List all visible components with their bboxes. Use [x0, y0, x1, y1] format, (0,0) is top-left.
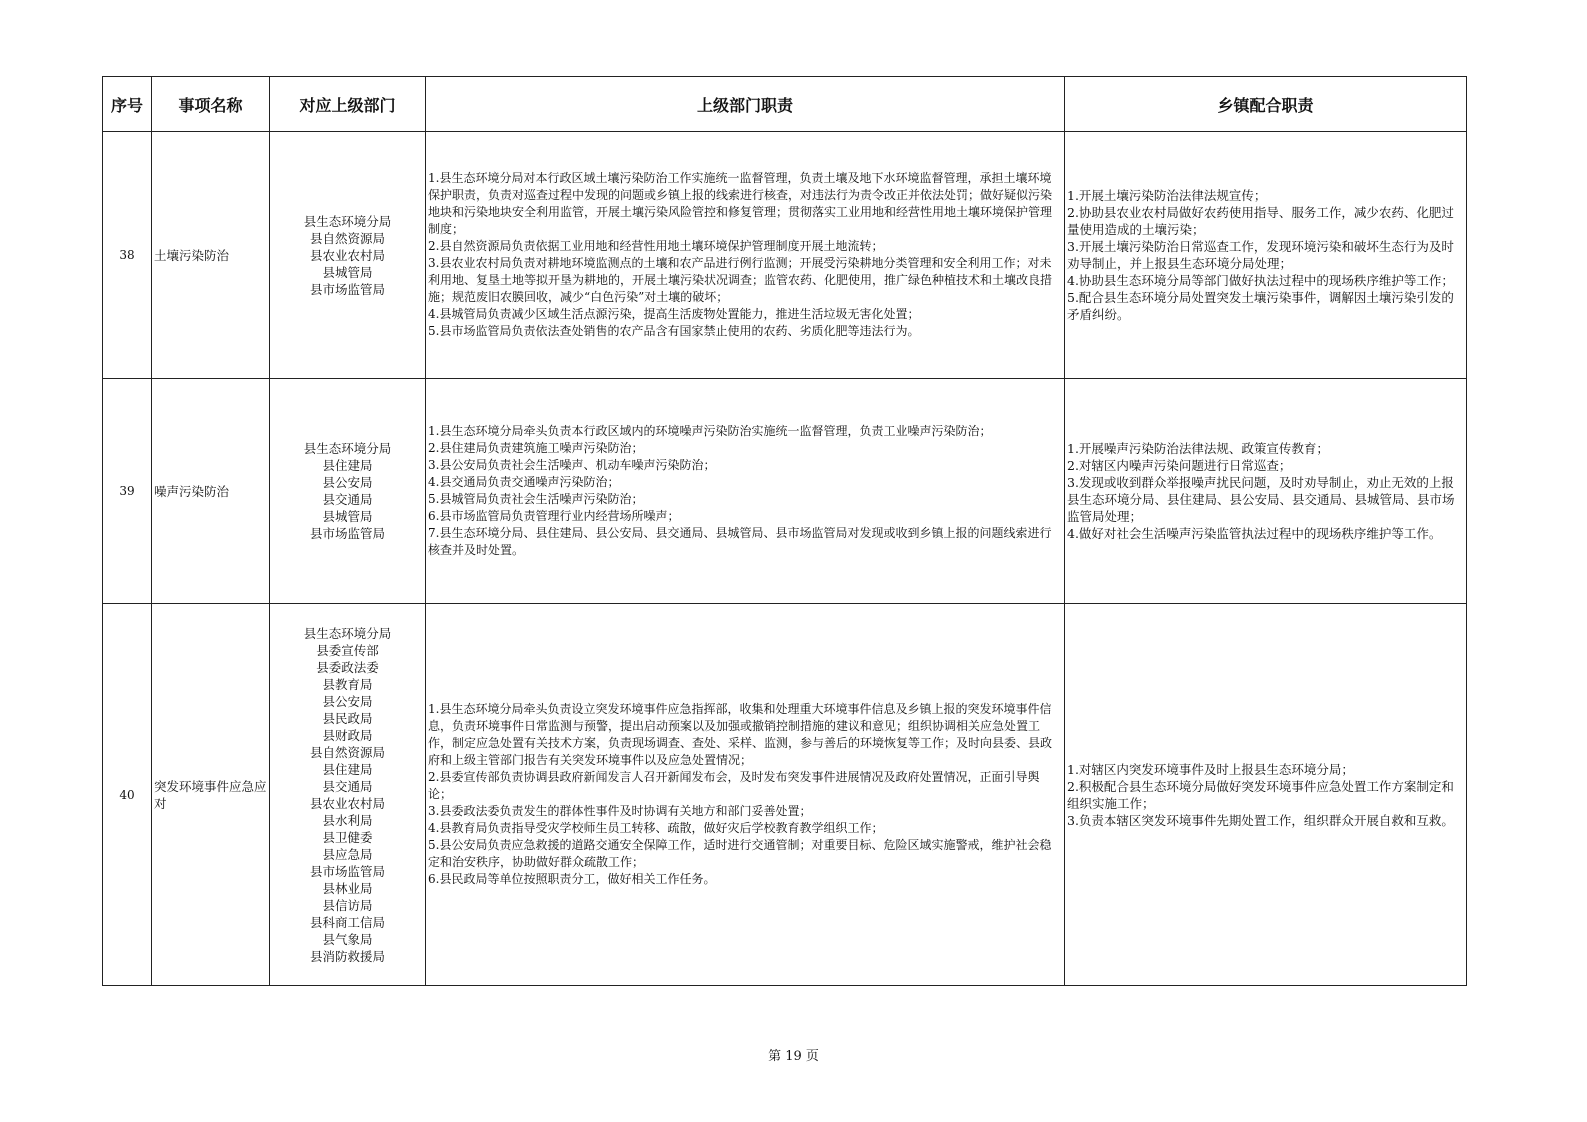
upper-duty-item: 5.县公安局负责应急救援的道路交通安全保障工作，适时进行交通管制；对重要目标、危险区域实施警戒，维护社会稳定和治安秩序，协助做好群众疏散工作；: [428, 838, 1052, 869]
row-upper-duties: [426, 604, 1065, 986]
upper-duty-item: 6.县民政局等单位按照职责分工，做好相关工作任务。: [428, 872, 716, 886]
row-item-name: 噪声污染防治: [152, 379, 270, 604]
department-name: 县公安局: [322, 475, 373, 490]
upper-duty-item: 3.县委政法委负责发生的群体性事件及时协调有关地方和部门妥善处置；: [428, 804, 812, 818]
department-name: 县生态环境分局: [303, 625, 392, 641]
header-upper-duty: 上级部门职责: [426, 77, 1065, 132]
header-town-duty: 乡镇配合职责: [1065, 77, 1467, 132]
department-name: 县自然资源局: [309, 230, 385, 246]
row-index: 40: [103, 604, 152, 986]
department-name: 县气象局: [322, 931, 373, 947]
department-name: 县公安局: [322, 693, 373, 709]
department-name: 县农业农村局: [309, 247, 385, 263]
department-name: 县应急局: [322, 846, 373, 862]
department-name: 县科商工信局: [309, 914, 385, 930]
upper-duty-item: 5.县城管局负责社会生活噪声污染防治；: [428, 492, 644, 506]
duty-table: [102, 76, 1467, 986]
page-number: 第 19 页: [768, 1049, 819, 1064]
town-duty-item: 4.协助县生态环境分局等部门做好执法过程中的现场秩序维护等工作；: [1067, 273, 1454, 288]
row-town-duties: [1065, 132, 1467, 379]
department-name: 县自然资源局: [309, 744, 385, 760]
row-index: 38: [103, 132, 152, 379]
row-upper-duties: [426, 132, 1065, 379]
department-name: 县财政局: [322, 727, 373, 743]
upper-duty-item: 3.县公安局负责社会生活噪声、机动车噪声污染防治；: [428, 458, 716, 472]
town-duty-item: 1.开展噪声污染防治法律法规、政策宣传教育；: [1067, 441, 1329, 456]
department-name: 县交通局: [322, 778, 373, 794]
upper-duty-item: 7.县生态环境分局、县住建局、县公安局、县交通局、县城管局、县市场监管局对发现或收到乡镇上报的问题线索进行核查并及时处置。: [428, 526, 1052, 557]
upper-duty-item: 6.县市场监管局负责管理行业内经营场所噪声；: [428, 509, 680, 523]
department-name: 县市场监管局: [309, 281, 385, 297]
department-name: 县林业局: [322, 880, 373, 896]
town-duty-item: 3.开展土壤污染防治日常巡查工作，发现环境污染和破坏生态行为及时劝导制止，并上报县生态环境分局处理；: [1067, 239, 1454, 271]
row-upper-duties: [426, 379, 1065, 604]
table-row: [103, 132, 1467, 379]
row-item-name: 土壤污染防治: [152, 132, 270, 379]
upper-duty-item: 5.县市场监管局负责依法查处销售的农产品含有国家禁止使用的农药、劣质化肥等违法行为。: [428, 324, 920, 338]
upper-duty-item: 4.县交通局负责交通噪声污染防治；: [428, 475, 620, 489]
row-index: 39: [103, 379, 152, 604]
upper-duty-item: 2.县住建局负责建筑施工噪声污染防治；: [428, 441, 644, 455]
department-name: 县住建局: [322, 458, 373, 473]
department-name: 县教育局: [322, 676, 373, 692]
row-town-duties: [1065, 604, 1467, 986]
upper-duty-item: 1.县生态环境分局牵头负责本行政区域内的环境噪声污染防治实施统一监督管理，负责工业噪声污染防治；: [428, 424, 992, 438]
department-name: 县农业农村局: [309, 795, 385, 811]
department-name: 县民政局: [322, 710, 373, 726]
department-name: 县生态环境分局: [303, 441, 392, 456]
department-name: 县消防救援局: [309, 948, 385, 964]
town-duty-item: 3.发现或收到群众举报噪声扰民问题，及时劝导制止，劝止无效的上报县生态环境分局、县住建局、县公安局、县交通局、县城管局、县市场监管局处理；: [1067, 475, 1455, 524]
upper-duty-item: 2.县委宣传部负责协调县政府新闻发言人召开新闻发布会，及时发布突发事件进展情况及政府处置情况，正面引导舆论；: [428, 770, 1040, 801]
upper-duty-item: 3.县农业农村局负责对耕地环境监测点的土壤和农产品进行例行监测；开展受污染耕地分类管理和安全利用工作；对未利用地、复垦土地等拟开垦为耕地的，开展土壤污染状况调查；监管农药、化肥使用，推广绿色种植技术和土壤改良措施；规范废旧农膜回收，减少“白色污染”对土壤的破坏；: [428, 256, 1053, 304]
header-row: [103, 77, 1467, 132]
town-duty-item: 4.做好对社会生活噪声污染监管执法过程中的现场秩序维护等工作。: [1067, 526, 1442, 541]
row-town-duties: [1065, 379, 1467, 604]
header-dept: 对应上级部门: [270, 77, 426, 132]
row-departments: [270, 604, 426, 986]
town-duty-item: 5.配合县生态环境分局处置突发土壤污染事件，调解因土壤污染引发的矛盾纠纷。: [1067, 290, 1454, 322]
table-row: [103, 379, 1467, 604]
header-item: 事项名称: [152, 77, 270, 132]
department-name: 县市场监管局: [309, 526, 385, 541]
department-name: 县水利局: [322, 812, 373, 828]
department-name: 县委宣传部: [316, 642, 379, 658]
upper-duty-item: 1.县生态环境分局牵头负责设立突发环境事件应急指挥部，收集和处理重大环境事件信息及乡镇上报的突发环境事件信息，负责环境事件日常监测与预警，提出启动预案以及加强或撤销控制措施的建议和意见；组织协调相关应急处置工作，制定应急处置有关技术方案，负责现场调查、查处、采样、监测，参与善后的环境恢复等工作；及时向县委、县政府和上级主管部门报告有关突发环境事件以及应急处置情况；: [428, 702, 1053, 767]
town-duty-item: 3.负责本辖区突发环境事件先期处置工作，组织群众开展自救和互救。: [1067, 812, 1454, 828]
upper-duty-item: 2.县自然资源局负责依据工业用地和经营性用地土壤环境保护管理制度开展土地流转；: [428, 239, 884, 253]
department-name: 县委政法委: [316, 659, 379, 675]
town-duty-item: 1.对辖区内突发环境事件及时上报县生态环境分局；: [1067, 761, 1354, 777]
department-name: 县卫健委: [322, 829, 373, 845]
town-duty-item: 2.对辖区内噪声污染问题进行日常巡查；: [1067, 458, 1292, 473]
town-duty-item: 2.协助县农业农村局做好农药使用指导、服务工作，减少农药、化肥过量使用造成的土壤污染；: [1067, 205, 1454, 237]
department-name: 县市场监管局: [309, 863, 385, 879]
town-duty-item: 1.开展土壤污染防治法律法规宣传；: [1067, 188, 1267, 203]
town-duty-item: 2.积极配合县生态环境分局做好突发环境事件应急处置工作方案制定和组织实施工作；: [1067, 778, 1454, 811]
row-departments: [270, 379, 426, 604]
row-departments: [270, 132, 426, 379]
header-index: 序号: [103, 77, 152, 132]
department-name: 县交通局: [322, 492, 373, 507]
department-name: 县住建局: [322, 761, 373, 777]
department-name: 县生态环境分局: [303, 213, 392, 229]
table-row: [103, 604, 1467, 986]
upper-duty-item: 4.县城管局负责减少区域生活点源污染，提高生活废物处置能力，推进生活垃圾无害化处置；: [428, 307, 920, 321]
row-item-name: 突发环境事件应急应对: [152, 604, 270, 986]
department-name: 县信访局: [322, 897, 373, 913]
upper-duty-item: 1.县生态环境分局对本行政区域土壤污染防治工作实施统一监督管理，负责土壤及地下水环境监督管理，承担土壤环境保护职责，负责对巡查过程中发现的问题或乡镇上报的线索进行核查，对违法行为责令改正并依法处罚；做好疑似污染地块和污染地块安全利用监管，开展土壤污染风险管控和修复管理；贯彻落实工业用地和经营性用地土壤环境保护管理制度；: [428, 171, 1053, 236]
upper-duty-item: 4.县教育局负责指导受灾学校师生员工转移、疏散，做好灾后学校教育教学组织工作；: [428, 821, 884, 835]
department-name: 县城管局: [322, 264, 373, 280]
department-name: 县城管局: [322, 509, 373, 524]
